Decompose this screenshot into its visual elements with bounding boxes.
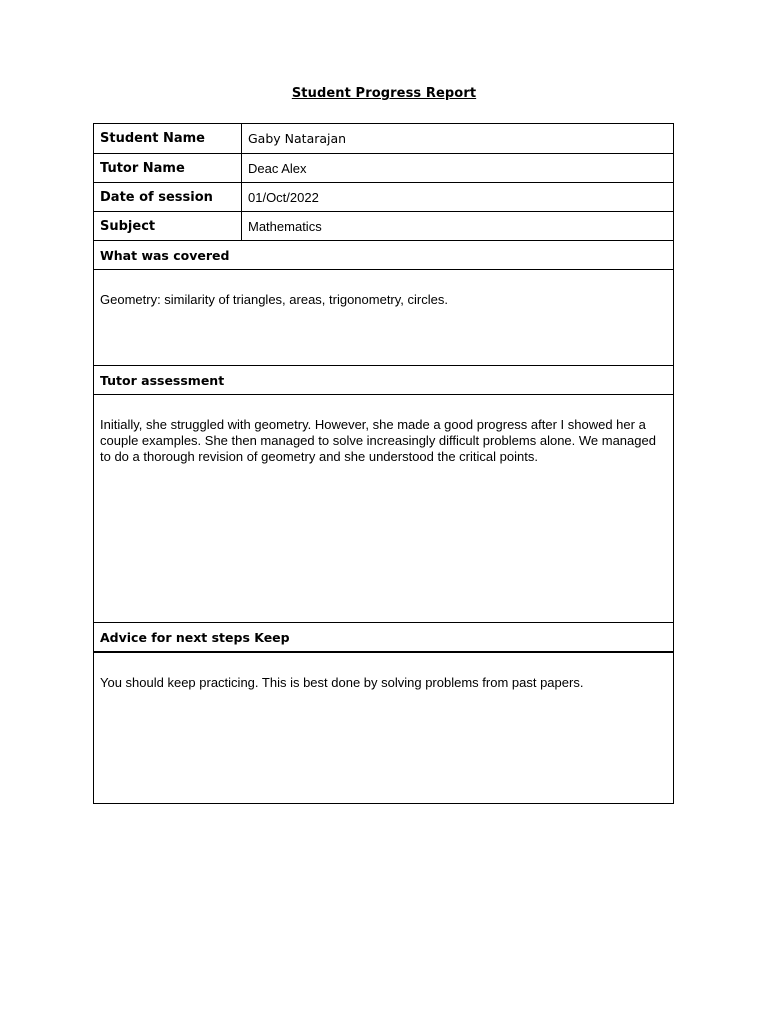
advice-heading: Advice for next steps Keep xyxy=(94,623,674,653)
assessment-text: Initially, she struggled with geometry. However, she made a good progress after I showed her a couple examples. She then managed to solve increasingly difficult problems alone. We managed to do a thorough revision of geometry and she understood the critical points. xyxy=(94,395,674,623)
student-name-label: Student Name xyxy=(94,124,242,154)
covered-heading: What was covered xyxy=(94,241,674,270)
date-row xyxy=(94,183,674,212)
date-label: Date of session xyxy=(94,183,242,212)
subject-value: Mathematics xyxy=(242,212,674,241)
student-name-row xyxy=(94,124,674,154)
student-name-value: Gaby Natarajan xyxy=(242,124,674,154)
report-table xyxy=(93,123,674,804)
covered-heading-row xyxy=(94,241,674,270)
assessment-heading: Tutor assessment xyxy=(94,366,674,395)
advice-body-row xyxy=(94,652,674,804)
tutor-name-value: Deac Alex xyxy=(242,154,674,183)
date-value: 01/Oct/2022 xyxy=(242,183,674,212)
advice-heading-row xyxy=(94,623,674,653)
report-title: Student Progress Report xyxy=(291,86,477,101)
tutor-name-label: Tutor Name xyxy=(94,154,242,183)
assessment-heading-row xyxy=(94,366,674,395)
advice-text: You should keep practicing. This is best done by solving problems from past papers. xyxy=(94,652,674,804)
covered-text: Geometry: similarity of triangles, areas, trigonometry, circles. xyxy=(94,270,674,366)
tutor-name-row xyxy=(94,154,674,183)
assessment-body-row xyxy=(94,395,674,623)
covered-body-row xyxy=(94,270,674,366)
subject-row xyxy=(94,212,674,241)
subject-label: Subject xyxy=(94,212,242,241)
